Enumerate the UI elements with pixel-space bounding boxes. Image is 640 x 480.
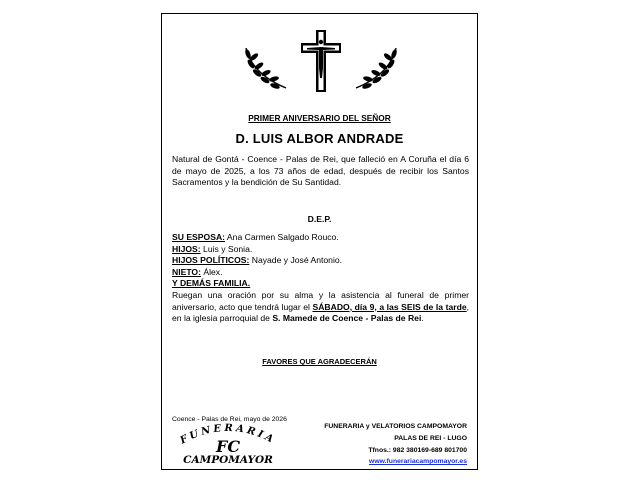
family-label: HIJOS POLÍTICOS: bbox=[172, 255, 250, 266]
funeral-home-info bbox=[324, 421, 467, 468]
invitation-paragraph bbox=[172, 290, 469, 325]
church-name: S. Mamede de Coence - Palas de Rei bbox=[272, 313, 422, 324]
family-label: SU ESPOSA: bbox=[172, 232, 226, 242]
notice-heading: PRIMER ANIVERSARIO DEL SEÑOR bbox=[248, 113, 391, 123]
family-list bbox=[172, 232, 342, 290]
logo-name: CAMPOMAYOR bbox=[183, 454, 273, 464]
family-row-others bbox=[172, 278, 342, 290]
logo-arc-text: FUNERARIA bbox=[178, 422, 278, 447]
family-row-grandson bbox=[172, 267, 342, 279]
funeral-home-name: FUNERARIA y VELATORIOS CAMPOMAYOR bbox=[324, 423, 467, 430]
funeral-home-website[interactable]: www.funerariacampomayor.es bbox=[369, 458, 467, 466]
family-value: Nayade y José Antonio. bbox=[249, 255, 343, 266]
favores-label: FAVORES QUE AGRADECERÁN bbox=[262, 357, 377, 366]
dep-label: D.E.P. bbox=[307, 214, 332, 224]
family-label: HIJOS: bbox=[172, 243, 201, 254]
family-label: Y DEMÁS FAMILIA. bbox=[172, 278, 251, 289]
family-row-children bbox=[172, 244, 342, 256]
invitation-text: Ruegan una oración por su alma y la asistencia al funeral de primer aniversario, acto que tendrá lugar el bbox=[172, 290, 469, 312]
invitation-text: , en la iglesia parroquial de bbox=[172, 301, 469, 324]
funeral-home-logo bbox=[170, 418, 286, 464]
family-value: Luis y Sonia. bbox=[200, 243, 253, 254]
invitation-text: . bbox=[421, 313, 424, 324]
place-date: Coence - Palas de Rei, mayo de 2026 bbox=[172, 416, 287, 423]
family-value: Ana Carmen Salgado Rouco. bbox=[225, 232, 339, 242]
laurel-branch-left-icon bbox=[242, 44, 290, 92]
family-label: NIETO: bbox=[172, 266, 201, 277]
funeral-home-phone: Tfnos.: 982 380169-689 801700 bbox=[368, 446, 467, 454]
funeral-home-location: PALAS DE REI - LUGO bbox=[394, 434, 467, 442]
logo-monogram: FC bbox=[215, 437, 241, 456]
obituary-card bbox=[161, 13, 478, 470]
family-row-in-laws bbox=[172, 255, 342, 267]
family-value: Álex. bbox=[200, 266, 223, 277]
laurel-branch-right-icon bbox=[352, 44, 400, 92]
intro-paragraph: Natural de Gontá - Coence - Palas de Rei, que falleció en A Coruña el día 6 de mayo de 2025, a los 73 años de edad, después de recibir los Santos Sacramentos y la bendición de Su Santidad. bbox=[172, 154, 469, 188]
deceased-name: D. LUIS ALBOR ANDRADE bbox=[235, 131, 404, 146]
crucifix-icon bbox=[301, 30, 341, 92]
family-row-spouse bbox=[172, 232, 342, 244]
funeral-time: SÁBADO, día 9, a las SEIS de la tarde bbox=[312, 301, 467, 312]
